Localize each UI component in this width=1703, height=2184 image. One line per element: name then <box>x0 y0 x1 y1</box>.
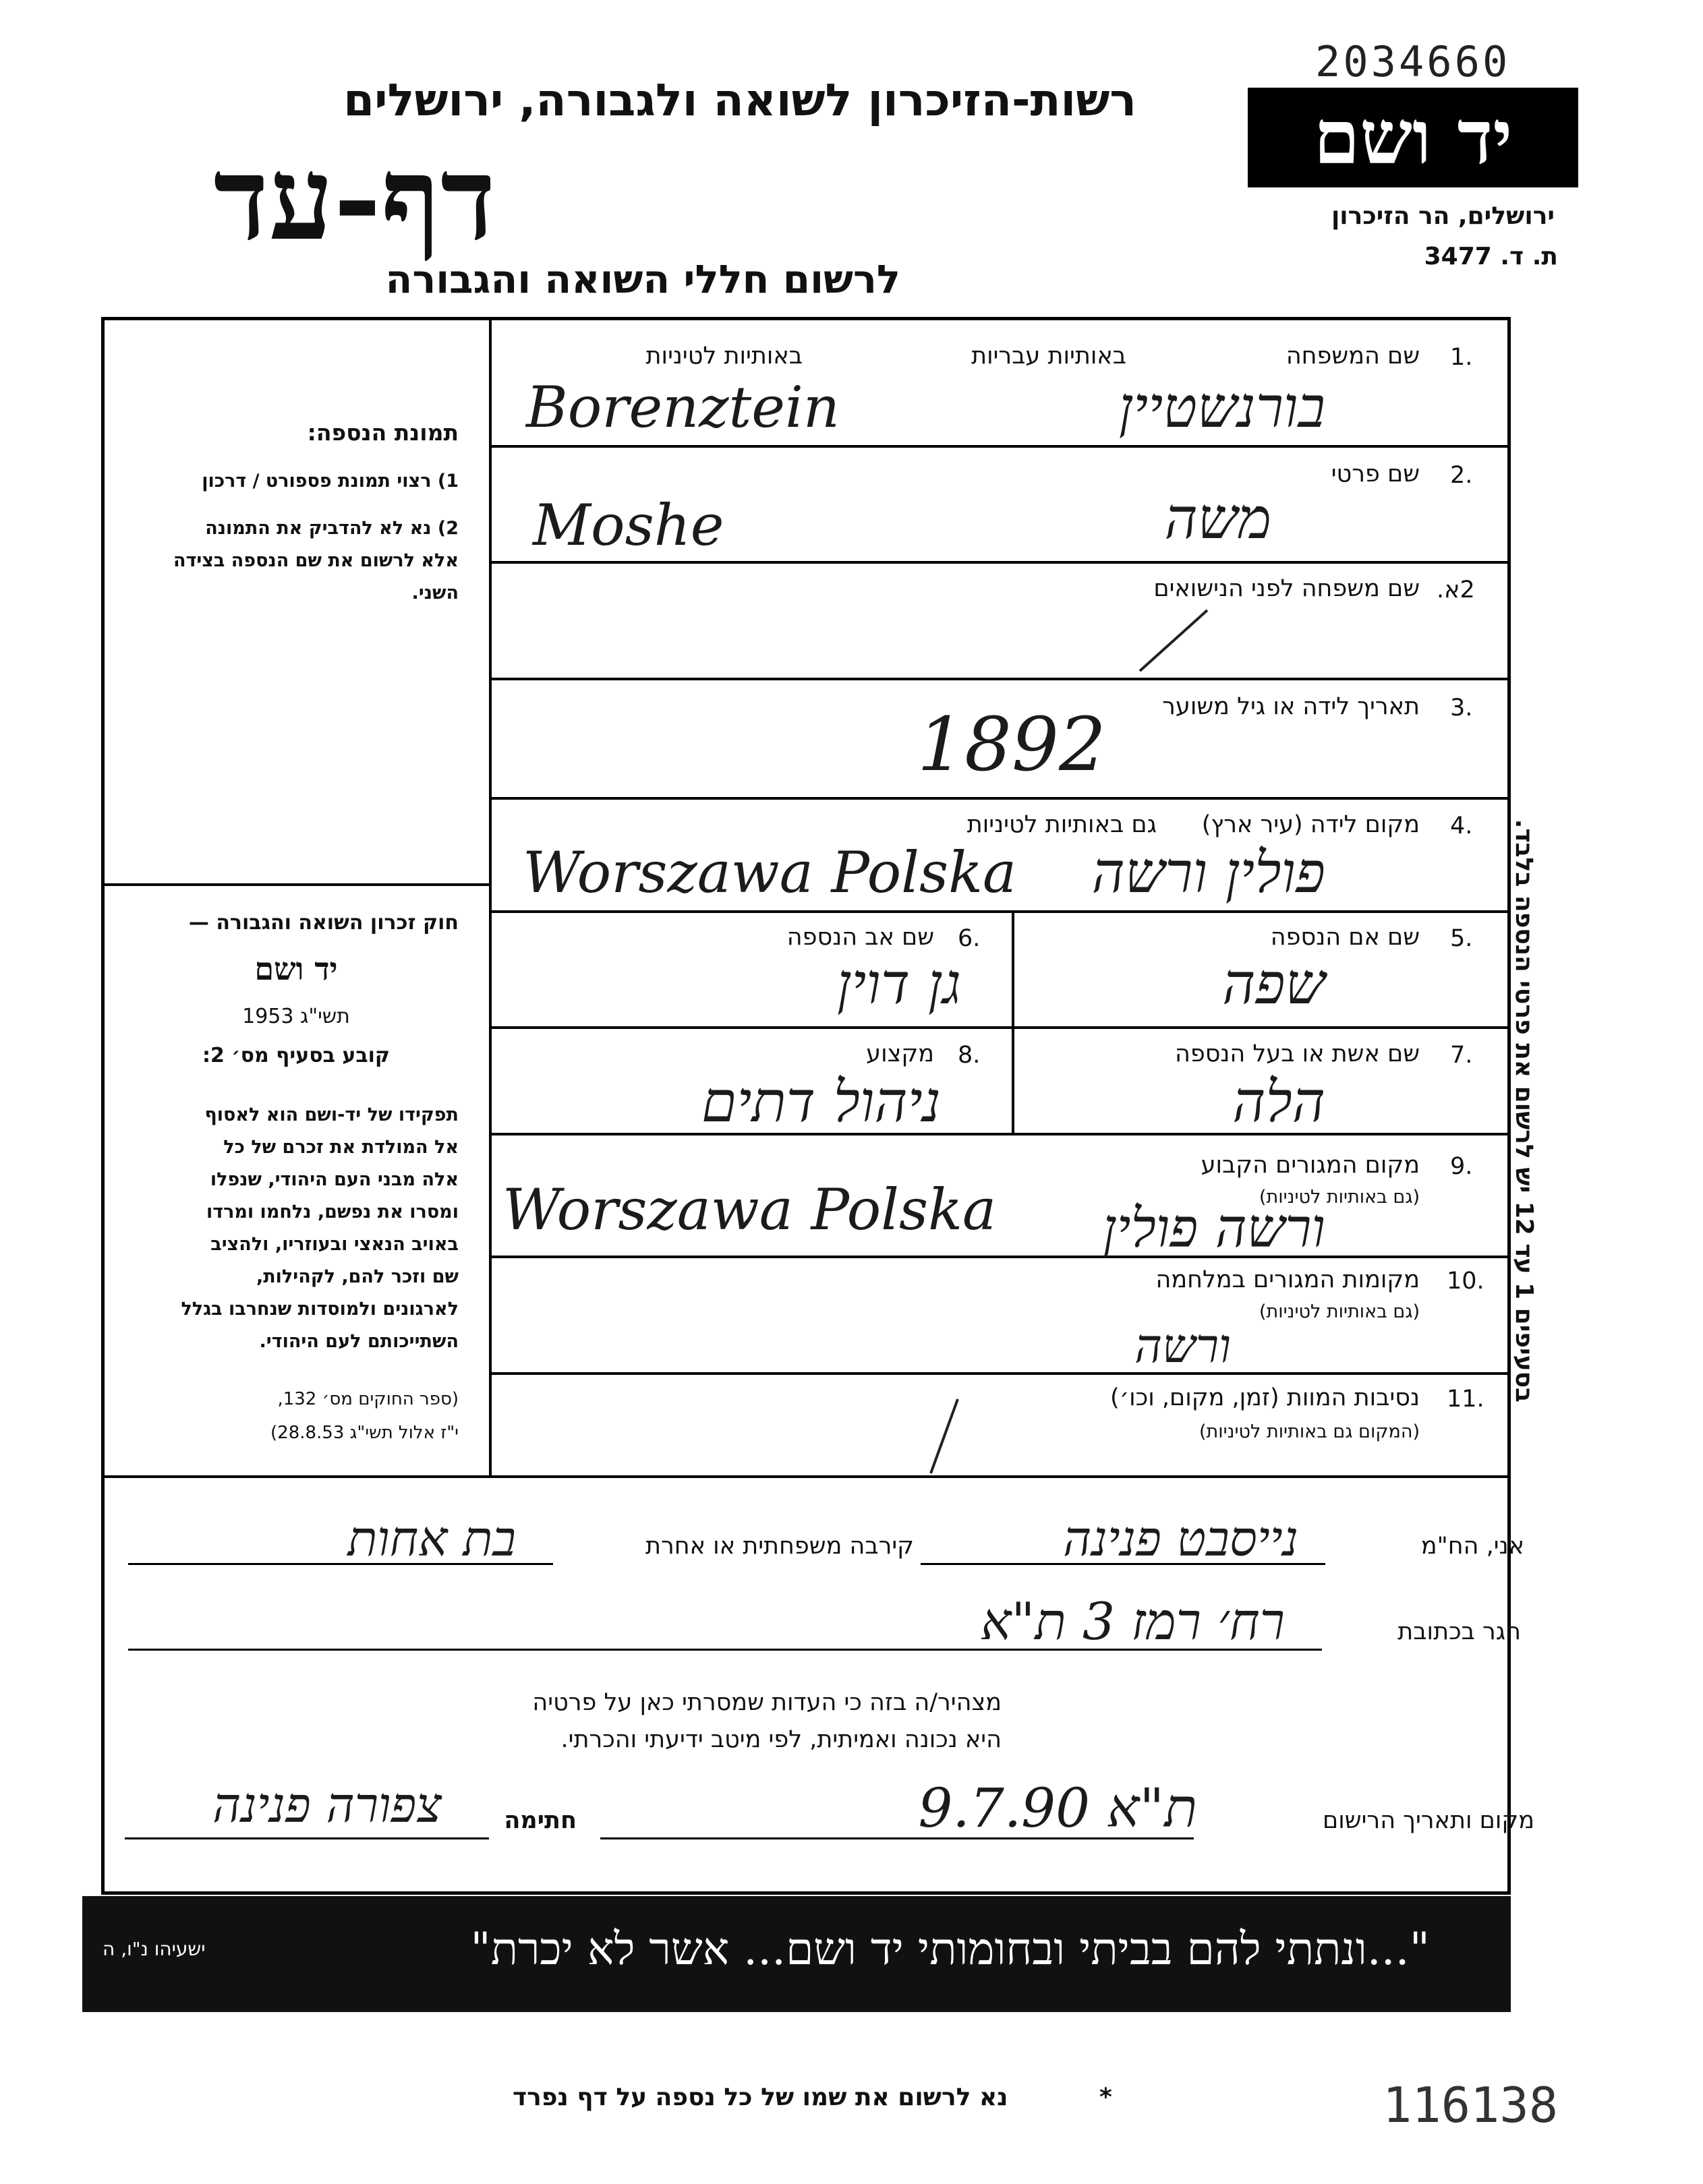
field-5-number: 5. <box>1450 925 1473 952</box>
place-date-label: מקום ותאריך הרישום <box>1323 1807 1534 1834</box>
field-6-value: גן דוין <box>836 951 961 1017</box>
photo-item-2-line: השני. <box>411 583 459 603</box>
law-text-line: שם וזכר להם, לקהילות, <box>256 1266 459 1287</box>
field-11-empty-stroke <box>924 1396 964 1477</box>
row-divider <box>489 1256 1511 1258</box>
field-10-sublabel: (גם באותיות לטיניות) <box>1259 1301 1420 1322</box>
split-divider <box>1012 910 1014 1134</box>
field-4-number: 4. <box>1450 813 1473 839</box>
field-4-col-latin: גם באותיות לטיניות <box>966 811 1157 838</box>
signature-line <box>125 1837 489 1839</box>
field-5-label: שם אם הנספה <box>1270 924 1420 951</box>
declaration-statement-2: היא נכונה ואמיתית, לפי מיטב ידיעתי והכרתי. <box>560 1726 1002 1753</box>
field-6-label: שם אב הנספה <box>786 924 934 951</box>
law-text-line: אל המולדת את זכרם של כל <box>223 1137 459 1158</box>
place-date-value: ת"א 9.7.90 <box>918 1777 1197 1839</box>
footnote: נא לרשום את שמו של כל נספה על דף נפרד <box>513 2084 1008 2111</box>
field-7-value: הלה <box>1232 1069 1325 1135</box>
field-9-label: מקום המגורים הקבוע <box>1201 1152 1420 1179</box>
serial-number-bottom: 116138 <box>1383 2077 1559 2133</box>
page-subtitle: לרשום חללי השואה והגבורה <box>385 256 900 302</box>
field-7-label: שם אשת או בעל הנספה <box>1174 1040 1420 1067</box>
field-6-number: 6. <box>958 925 981 952</box>
field-1-number: 1. <box>1450 344 1473 371</box>
field-4-label: מקום לידה (עיר ארץ) <box>1201 811 1420 838</box>
signature-value: צפורה פנינה <box>212 1777 442 1833</box>
field-1-label: שם המשפחה <box>1286 343 1420 370</box>
yad-vashem-logo: יד ושם <box>1248 88 1578 187</box>
field-1-col-hebrew: באותיות עבריות <box>971 343 1126 370</box>
declaration-statement-1: מצהיר/ה בזה כי העדות שמסרתי כאן על פרטיה <box>532 1689 1002 1716</box>
declaration-i-label: אני, הח"מ <box>1420 1533 1524 1560</box>
law-year: תשי"ג 1953 <box>242 1005 350 1028</box>
signature-label: חתימה <box>504 1807 577 1834</box>
photo-item-1: 1) רצוי תמונת פספורט / דרכון <box>202 471 459 492</box>
row-divider <box>489 561 1511 564</box>
field-11-label: נסיבות המוות (זמן, מקום, וכו׳) <box>1109 1384 1420 1411</box>
fields-bottom-divider <box>101 1475 1511 1478</box>
field-9-value-latin: Worszawa Polska <box>502 1177 997 1243</box>
declaration-relation-label: קירבה משפחתית או אחרת <box>645 1533 914 1560</box>
banner-source: ישעיהו נ"ו, ה <box>103 1938 206 1960</box>
field-5-value: שפה <box>1222 951 1325 1017</box>
field-3-value: 1892 <box>917 701 1106 788</box>
field-11-sublabel: (המקום גם באותיות לטיניות) <box>1199 1421 1420 1442</box>
row-divider <box>489 678 1511 680</box>
row-divider <box>489 1372 1511 1375</box>
law-title: חוק זכרון השואה והגבורה — <box>188 911 459 935</box>
field-9-sublabel: (גם באותיות לטיניות) <box>1259 1187 1420 1208</box>
field-1-col-latin: באותיות לטיניות <box>645 343 803 370</box>
field-8-label: מקצוע <box>866 1040 934 1067</box>
field-4-value-latin: Worszawa Polska <box>523 839 1017 906</box>
field-9-value-hebrew: ורשה פולין <box>1103 1197 1325 1260</box>
row-divider <box>489 910 1511 913</box>
law-name: יד ושם <box>254 951 338 987</box>
law-ref-2: י"ז אלול תשי"ג 28.8.53) <box>270 1423 459 1443</box>
address-line2: ת. ד. 3477 <box>1424 243 1558 270</box>
field-2a-empty-stroke <box>1133 607 1214 674</box>
banner-quote: "...ונתתי להם בביתי ובחומותי יד ושם... אשר לא יכרת" <box>470 1923 1430 1975</box>
field-11-number: 11. <box>1447 1386 1484 1413</box>
law-text-line: השתייכותם לעם היהודי. <box>259 1331 459 1352</box>
field-8-value: ניהול דתים <box>701 1069 941 1135</box>
field-2-value-latin: Moshe <box>533 492 724 558</box>
side-vertical-note: בסעיפים 1 עד 12 יש לרשום את פרטי הנספה בלבד. <box>1510 819 1538 1403</box>
declaration-relation-value: בת אחות <box>347 1510 516 1567</box>
page-title: דף-עד <box>213 131 496 266</box>
field-9-number: 9. <box>1450 1153 1473 1180</box>
declaration-address-label: הגר בכתובת <box>1397 1618 1521 1645</box>
law-text-line: לארגונים ולמוסדות שנחרבו בגלל <box>181 1299 459 1320</box>
field-10-label: מקומות המגורים במלחמה <box>1155 1266 1420 1293</box>
panel-divider <box>101 883 491 886</box>
field-1-value-hebrew: בורנשטיין <box>1118 374 1325 440</box>
field-2-number: 2. <box>1450 462 1473 489</box>
photo-item-2-line: אלא לרשום את שם הנספה בצידה <box>173 550 459 571</box>
row-divider <box>489 1133 1511 1135</box>
left-column-divider <box>489 317 492 1477</box>
photo-item-2-line: 2) נא לא להדביק את התמונה <box>205 518 459 539</box>
law-text-line: ומסרו את נפשם, נלחמו ומרדו <box>206 1202 459 1222</box>
declaration-name-value: נייסבט פנינה <box>1063 1510 1298 1567</box>
photo-heading: תמונת הנספה: <box>307 419 459 446</box>
field-2a-number: 2א. <box>1437 577 1475 603</box>
field-10-number: 10. <box>1447 1268 1484 1295</box>
field-2-label: שם פרטי <box>1331 461 1420 488</box>
field-1-value-latin: Borenztein <box>526 374 840 440</box>
footnote-star: * <box>1099 2084 1112 2111</box>
org-name: רשות-הזיכרון לשואה ולגבורה, ירושלים <box>343 74 1136 126</box>
law-text-line: באויב הנאצי ובעוזריו, ולהציב <box>210 1234 459 1255</box>
field-3-number: 3. <box>1450 695 1473 721</box>
field-8-number: 8. <box>958 1042 981 1069</box>
declaration-address-value: רח׳ רמז 3 ת"א <box>980 1591 1285 1651</box>
law-ref-1: (ספר החוקים מס׳ 132, <box>277 1389 459 1409</box>
law-text-line: תפקידו של יד-ושם הוא לאסוף <box>204 1104 459 1125</box>
field-4-value-hebrew: פולין ורשה <box>1091 839 1325 906</box>
row-divider <box>489 445 1511 448</box>
field-2-value-hebrew: משה <box>1164 485 1271 552</box>
row-divider <box>489 1026 1511 1029</box>
field-2a-label: שם משפחה לפני הנישואים <box>1153 575 1420 602</box>
field-3-label: תאריך לידה או גיל משוער <box>1162 693 1420 720</box>
row-divider <box>489 797 1511 800</box>
serial-number-top: 2034660 <box>1315 37 1511 86</box>
law-text-line: אלה מבני העם היהודי, שנפלו <box>210 1169 459 1190</box>
law-clause: קובע בסעיף מס׳ 2: <box>202 1044 391 1067</box>
quote-banner <box>82 1896 1511 2012</box>
field-10-value: ורשה <box>1134 1318 1231 1374</box>
address-line1: ירושלים, הר הזיכרון <box>1331 202 1555 230</box>
field-7-number: 7. <box>1450 1042 1473 1069</box>
